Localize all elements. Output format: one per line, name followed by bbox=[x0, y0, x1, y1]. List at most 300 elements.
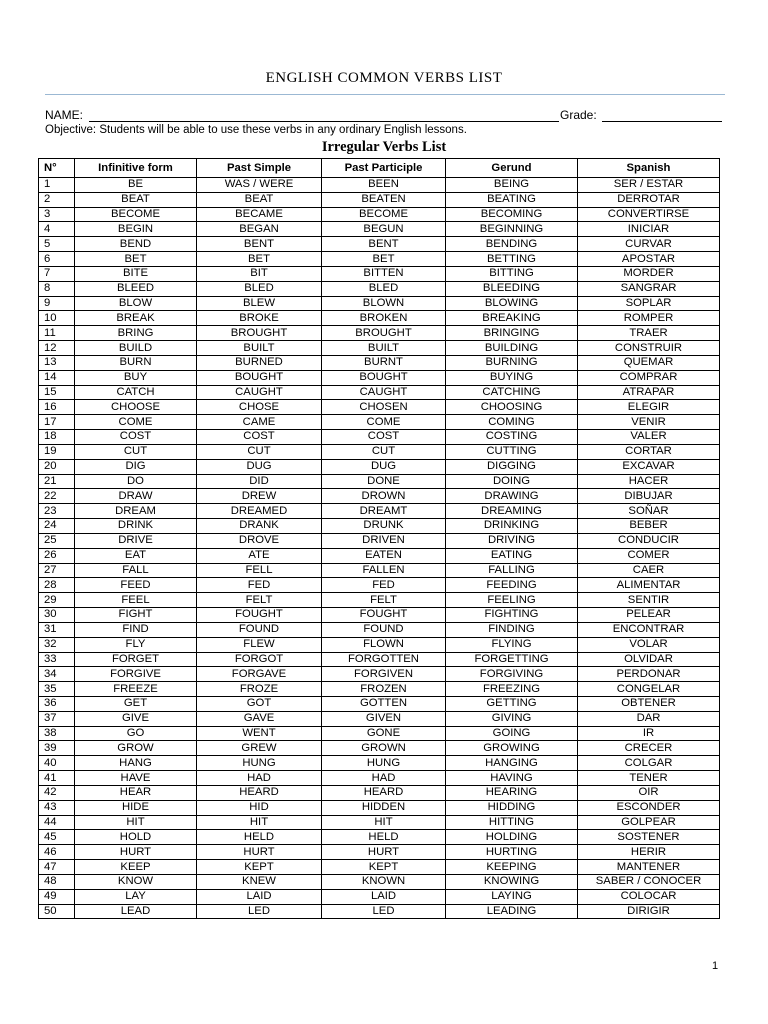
spanish-translation: BEBER bbox=[578, 519, 720, 534]
table-row bbox=[39, 533, 720, 548]
infinitive-form: HIDE bbox=[75, 800, 197, 815]
past-simple: BROKE bbox=[197, 311, 322, 326]
past-simple: GAVE bbox=[197, 711, 322, 726]
past-participle: HELD bbox=[322, 830, 446, 845]
verb-number: 47 bbox=[39, 860, 75, 875]
spanish-translation: CRECER bbox=[578, 741, 720, 756]
past-participle: GIVEN bbox=[322, 711, 446, 726]
spanish-translation: PELEAR bbox=[578, 608, 720, 623]
past-participle: BOUGHT bbox=[322, 370, 446, 385]
spanish-translation: MANTENER bbox=[578, 860, 720, 875]
past-simple: BENT bbox=[197, 237, 322, 252]
past-participle: HIT bbox=[322, 815, 446, 830]
document-title: ENGLISH COMMON VERBS LIST bbox=[265, 70, 503, 86]
table-header-row bbox=[39, 159, 720, 178]
past-participle: COST bbox=[322, 430, 446, 445]
past-participle: DREAMT bbox=[322, 504, 446, 519]
past-participle: HUNG bbox=[322, 756, 446, 771]
spanish-translation: SANGRAR bbox=[578, 281, 720, 296]
gerund: DOING bbox=[446, 474, 578, 489]
gerund: BEATING bbox=[446, 192, 578, 207]
verb-number: 29 bbox=[39, 593, 75, 608]
infinitive-form: BURN bbox=[75, 355, 197, 370]
spanish-translation: MORDER bbox=[578, 266, 720, 281]
gerund: FLYING bbox=[446, 637, 578, 652]
gerund: FREEZING bbox=[446, 682, 578, 697]
past-simple: BET bbox=[197, 252, 322, 267]
verb-number: 8 bbox=[39, 281, 75, 296]
past-participle: BECOME bbox=[322, 207, 446, 222]
irregular-verbs-table bbox=[38, 158, 720, 919]
verb-number: 43 bbox=[39, 800, 75, 815]
table-row bbox=[39, 711, 720, 726]
gerund: CHOOSING bbox=[446, 400, 578, 415]
past-simple: FLEW bbox=[197, 637, 322, 652]
past-participle: BURNT bbox=[322, 355, 446, 370]
past-participle: EATEN bbox=[322, 548, 446, 563]
infinitive-form: KNOW bbox=[75, 874, 197, 889]
gerund: BENDING bbox=[446, 237, 578, 252]
gerund: FORGETTING bbox=[446, 652, 578, 667]
past-participle: BET bbox=[322, 252, 446, 267]
infinitive-form: HEAR bbox=[75, 785, 197, 800]
verb-number: 35 bbox=[39, 682, 75, 697]
past-participle: HEARD bbox=[322, 785, 446, 800]
verb-number: 17 bbox=[39, 415, 75, 430]
past-simple: BIT bbox=[197, 266, 322, 281]
past-simple: BLED bbox=[197, 281, 322, 296]
gerund: FALLING bbox=[446, 563, 578, 578]
spanish-translation: VOLAR bbox=[578, 637, 720, 652]
spanish-translation: DIRIGIR bbox=[578, 904, 720, 919]
table-row bbox=[39, 474, 720, 489]
header-number: N° bbox=[39, 159, 75, 178]
gerund: BUYING bbox=[446, 370, 578, 385]
verb-number: 30 bbox=[39, 608, 75, 623]
table-row bbox=[39, 178, 720, 193]
spanish-translation: SER / ESTAR bbox=[578, 178, 720, 193]
past-participle: GOTTEN bbox=[322, 696, 446, 711]
gerund: FEEDING bbox=[446, 578, 578, 593]
past-simple: DID bbox=[197, 474, 322, 489]
table-row bbox=[39, 622, 720, 637]
verb-number: 12 bbox=[39, 341, 75, 356]
spanish-translation: CORTAR bbox=[578, 444, 720, 459]
infinitive-form: BUY bbox=[75, 370, 197, 385]
table-row bbox=[39, 608, 720, 623]
verb-number: 24 bbox=[39, 519, 75, 534]
verb-number: 20 bbox=[39, 459, 75, 474]
table-row bbox=[39, 696, 720, 711]
gerund: KEEPING bbox=[446, 860, 578, 875]
verb-number: 45 bbox=[39, 830, 75, 845]
past-participle: DONE bbox=[322, 474, 446, 489]
spanish-translation: HACER bbox=[578, 474, 720, 489]
past-participle: KEPT bbox=[322, 860, 446, 875]
gerund: LEADING bbox=[446, 904, 578, 919]
table-row bbox=[39, 548, 720, 563]
past-participle: GONE bbox=[322, 726, 446, 741]
table-row bbox=[39, 489, 720, 504]
past-participle: LAID bbox=[322, 889, 446, 904]
spanish-translation: SABER / CONOCER bbox=[578, 874, 720, 889]
past-simple: LED bbox=[197, 904, 322, 919]
infinitive-form: BREAK bbox=[75, 311, 197, 326]
verb-number: 11 bbox=[39, 326, 75, 341]
past-simple: GREW bbox=[197, 741, 322, 756]
infinitive-form: DIG bbox=[75, 459, 197, 474]
spanish-translation: DAR bbox=[578, 711, 720, 726]
past-simple: HIT bbox=[197, 815, 322, 830]
infinitive-form: BITE bbox=[75, 266, 197, 281]
gerund: BITTING bbox=[446, 266, 578, 281]
infinitive-form: BLOW bbox=[75, 296, 197, 311]
gerund: HITTING bbox=[446, 815, 578, 830]
spanish-translation: ALIMENTAR bbox=[578, 578, 720, 593]
verb-number: 49 bbox=[39, 889, 75, 904]
verb-number: 46 bbox=[39, 845, 75, 860]
spanish-translation: CONDUCIR bbox=[578, 533, 720, 548]
table-row bbox=[39, 341, 720, 356]
infinitive-form: CHOOSE bbox=[75, 400, 197, 415]
table-row bbox=[39, 860, 720, 875]
table-row bbox=[39, 370, 720, 385]
table-row bbox=[39, 800, 720, 815]
verb-number: 6 bbox=[39, 252, 75, 267]
infinitive-form: HIT bbox=[75, 815, 197, 830]
table-row bbox=[39, 815, 720, 830]
table-row bbox=[39, 682, 720, 697]
table-row bbox=[39, 207, 720, 222]
table-row bbox=[39, 593, 720, 608]
past-participle: GROWN bbox=[322, 741, 446, 756]
table-row bbox=[39, 355, 720, 370]
past-participle: FOUGHT bbox=[322, 608, 446, 623]
verb-number: 44 bbox=[39, 815, 75, 830]
verb-number: 1 bbox=[39, 178, 75, 193]
gerund: CATCHING bbox=[446, 385, 578, 400]
gerund: COMING bbox=[446, 415, 578, 430]
objective-text: Objective: Students will be able to use these verbs in any ordinary English lessons. bbox=[45, 124, 467, 136]
table-row bbox=[39, 237, 720, 252]
past-simple: FELT bbox=[197, 593, 322, 608]
past-participle: CUT bbox=[322, 444, 446, 459]
gerund: HOLDING bbox=[446, 830, 578, 845]
past-simple: HEARD bbox=[197, 785, 322, 800]
verb-number: 7 bbox=[39, 266, 75, 281]
past-simple: DREW bbox=[197, 489, 322, 504]
table-row bbox=[39, 889, 720, 904]
past-simple: FORGAVE bbox=[197, 667, 322, 682]
past-participle: BLED bbox=[322, 281, 446, 296]
table-row bbox=[39, 726, 720, 741]
past-simple: DRANK bbox=[197, 519, 322, 534]
past-simple: BURNED bbox=[197, 355, 322, 370]
table-row bbox=[39, 845, 720, 860]
verb-number: 16 bbox=[39, 400, 75, 415]
verb-number: 22 bbox=[39, 489, 75, 504]
spanish-translation: DIBUJAR bbox=[578, 489, 720, 504]
past-simple: HUNG bbox=[197, 756, 322, 771]
spanish-translation: ELEGIR bbox=[578, 400, 720, 415]
past-simple: FELL bbox=[197, 563, 322, 578]
verb-number: 21 bbox=[39, 474, 75, 489]
verb-number: 25 bbox=[39, 533, 75, 548]
past-simple: CAUGHT bbox=[197, 385, 322, 400]
table-row bbox=[39, 385, 720, 400]
past-simple: KNEW bbox=[197, 874, 322, 889]
verb-number: 32 bbox=[39, 637, 75, 652]
past-simple: FOUGHT bbox=[197, 608, 322, 623]
table-row bbox=[39, 311, 720, 326]
infinitive-form: BEAT bbox=[75, 192, 197, 207]
past-participle: FOUND bbox=[322, 622, 446, 637]
infinitive-form: COST bbox=[75, 430, 197, 445]
infinitive-form: BE bbox=[75, 178, 197, 193]
infinitive-form: DRAW bbox=[75, 489, 197, 504]
verb-number: 33 bbox=[39, 652, 75, 667]
infinitive-form: FREEZE bbox=[75, 682, 197, 697]
table-row bbox=[39, 785, 720, 800]
past-participle: HIDDEN bbox=[322, 800, 446, 815]
past-participle: BLOWN bbox=[322, 296, 446, 311]
spanish-translation: PERDONAR bbox=[578, 667, 720, 682]
verb-number: 4 bbox=[39, 222, 75, 237]
infinitive-form: BRING bbox=[75, 326, 197, 341]
past-participle: BENT bbox=[322, 237, 446, 252]
gerund: BEGINNING bbox=[446, 222, 578, 237]
table-row bbox=[39, 459, 720, 474]
spanish-translation: TENER bbox=[578, 771, 720, 786]
verb-number: 34 bbox=[39, 667, 75, 682]
past-participle: LED bbox=[322, 904, 446, 919]
table-row bbox=[39, 400, 720, 415]
infinitive-form: FIGHT bbox=[75, 608, 197, 623]
infinitive-form: DRINK bbox=[75, 519, 197, 534]
spanish-translation: CONSTRUIR bbox=[578, 341, 720, 356]
gerund: HEARING bbox=[446, 785, 578, 800]
header-spanish: Spanish bbox=[578, 159, 720, 178]
past-simple: HURT bbox=[197, 845, 322, 860]
title-divider bbox=[45, 94, 725, 95]
past-simple: DROVE bbox=[197, 533, 322, 548]
past-participle: FORGOTTEN bbox=[322, 652, 446, 667]
verb-number: 13 bbox=[39, 355, 75, 370]
spanish-translation: CAER bbox=[578, 563, 720, 578]
table-row bbox=[39, 192, 720, 207]
past-simple: COST bbox=[197, 430, 322, 445]
table-row bbox=[39, 519, 720, 534]
grade-field-line[interactable] bbox=[602, 121, 722, 122]
infinitive-form: HAVE bbox=[75, 771, 197, 786]
page-number: 1 bbox=[712, 960, 719, 972]
past-simple: FOUND bbox=[197, 622, 322, 637]
infinitive-form: CATCH bbox=[75, 385, 197, 400]
table-row bbox=[39, 667, 720, 682]
infinitive-form: FEED bbox=[75, 578, 197, 593]
past-simple: ATE bbox=[197, 548, 322, 563]
past-simple: DUG bbox=[197, 459, 322, 474]
gerund: DRAWING bbox=[446, 489, 578, 504]
verb-number: 36 bbox=[39, 696, 75, 711]
spanish-translation: HERIR bbox=[578, 845, 720, 860]
infinitive-form: HOLD bbox=[75, 830, 197, 845]
past-simple: BROUGHT bbox=[197, 326, 322, 341]
verb-number: 18 bbox=[39, 430, 75, 445]
verb-number: 50 bbox=[39, 904, 75, 919]
infinitive-form: DRIVE bbox=[75, 533, 197, 548]
header-infinitive: Infinitive form bbox=[75, 159, 197, 178]
past-participle: CAUGHT bbox=[322, 385, 446, 400]
table-row bbox=[39, 326, 720, 341]
past-participle: FED bbox=[322, 578, 446, 593]
past-participle: CHOSEN bbox=[322, 400, 446, 415]
past-simple: WENT bbox=[197, 726, 322, 741]
table-row bbox=[39, 756, 720, 771]
verb-number: 23 bbox=[39, 504, 75, 519]
spanish-translation: VALER bbox=[578, 430, 720, 445]
table-row bbox=[39, 830, 720, 845]
spanish-translation: SOPLAR bbox=[578, 296, 720, 311]
past-simple: BECAME bbox=[197, 207, 322, 222]
gerund: FORGIVING bbox=[446, 667, 578, 682]
verb-number: 5 bbox=[39, 237, 75, 252]
infinitive-form: BEGIN bbox=[75, 222, 197, 237]
gerund: GOING bbox=[446, 726, 578, 741]
past-simple: CHOSE bbox=[197, 400, 322, 415]
spanish-translation: ROMPER bbox=[578, 311, 720, 326]
past-participle: DRUNK bbox=[322, 519, 446, 534]
gerund: BURNING bbox=[446, 355, 578, 370]
gerund: FINDING bbox=[446, 622, 578, 637]
gerund: CUTTING bbox=[446, 444, 578, 459]
infinitive-form: LAY bbox=[75, 889, 197, 904]
past-participle: FELT bbox=[322, 593, 446, 608]
spanish-translation: GOLPEAR bbox=[578, 815, 720, 830]
past-simple: FED bbox=[197, 578, 322, 593]
past-simple: LAID bbox=[197, 889, 322, 904]
infinitive-form: FIND bbox=[75, 622, 197, 637]
header-past-participle: Past Participle bbox=[322, 159, 446, 178]
table-row bbox=[39, 771, 720, 786]
spanish-translation: IR bbox=[578, 726, 720, 741]
gerund: FIGHTING bbox=[446, 608, 578, 623]
gerund: DREAMING bbox=[446, 504, 578, 519]
past-participle: FORGIVEN bbox=[322, 667, 446, 682]
infinitive-form: DO bbox=[75, 474, 197, 489]
gerund: LAYING bbox=[446, 889, 578, 904]
gerund: HANGING bbox=[446, 756, 578, 771]
past-participle: HURT bbox=[322, 845, 446, 860]
gerund: BLEEDING bbox=[446, 281, 578, 296]
gerund: BEING bbox=[446, 178, 578, 193]
gerund: DRINKING bbox=[446, 519, 578, 534]
infinitive-form: FORGIVE bbox=[75, 667, 197, 682]
spanish-translation: COMER bbox=[578, 548, 720, 563]
gerund: BLOWING bbox=[446, 296, 578, 311]
table-row bbox=[39, 415, 720, 430]
past-participle: DUG bbox=[322, 459, 446, 474]
gerund: FEELING bbox=[446, 593, 578, 608]
name-label: NAME: bbox=[45, 108, 84, 122]
past-participle: KNOWN bbox=[322, 874, 446, 889]
verb-number: 38 bbox=[39, 726, 75, 741]
infinitive-form: FLY bbox=[75, 637, 197, 652]
spanish-translation: EXCAVAR bbox=[578, 459, 720, 474]
past-participle: FROZEN bbox=[322, 682, 446, 697]
past-simple: BUILT bbox=[197, 341, 322, 356]
verb-number: 37 bbox=[39, 711, 75, 726]
spanish-translation: APOSTAR bbox=[578, 252, 720, 267]
table-row bbox=[39, 637, 720, 652]
grade-label: Grade: bbox=[560, 108, 597, 122]
spanish-translation: CONGELAR bbox=[578, 682, 720, 697]
gerund: BUILDING bbox=[446, 341, 578, 356]
gerund: BRINGING bbox=[446, 326, 578, 341]
verb-number: 27 bbox=[39, 563, 75, 578]
table-row bbox=[39, 504, 720, 519]
infinitive-form: DREAM bbox=[75, 504, 197, 519]
table-row bbox=[39, 444, 720, 459]
spanish-translation: CONVERTIRSE bbox=[578, 207, 720, 222]
verb-number: 3 bbox=[39, 207, 75, 222]
infinitive-form: EAT bbox=[75, 548, 197, 563]
spanish-translation: ATRAPAR bbox=[578, 385, 720, 400]
infinitive-form: KEEP bbox=[75, 860, 197, 875]
spanish-translation: SOSTENER bbox=[578, 830, 720, 845]
verb-number: 19 bbox=[39, 444, 75, 459]
infinitive-form: HANG bbox=[75, 756, 197, 771]
table-row bbox=[39, 296, 720, 311]
verb-number: 26 bbox=[39, 548, 75, 563]
past-participle: BUILT bbox=[322, 341, 446, 356]
past-simple: FORGOT bbox=[197, 652, 322, 667]
gerund: DIGGING bbox=[446, 459, 578, 474]
infinitive-form: FALL bbox=[75, 563, 197, 578]
table-row bbox=[39, 430, 720, 445]
infinitive-form: FORGET bbox=[75, 652, 197, 667]
name-field-line[interactable] bbox=[89, 121, 559, 122]
past-participle: COME bbox=[322, 415, 446, 430]
past-simple: GOT bbox=[197, 696, 322, 711]
verb-number: 15 bbox=[39, 385, 75, 400]
spanish-translation: COLOCAR bbox=[578, 889, 720, 904]
past-simple: BEGAN bbox=[197, 222, 322, 237]
past-participle: BEATEN bbox=[322, 192, 446, 207]
past-participle: FLOWN bbox=[322, 637, 446, 652]
infinitive-form: BEND bbox=[75, 237, 197, 252]
header-gerund: Gerund bbox=[446, 159, 578, 178]
spanish-translation: TRAER bbox=[578, 326, 720, 341]
spanish-translation: VENIR bbox=[578, 415, 720, 430]
spanish-translation: ENCONTRAR bbox=[578, 622, 720, 637]
infinitive-form: FEEL bbox=[75, 593, 197, 608]
infinitive-form: GO bbox=[75, 726, 197, 741]
past-simple: BEAT bbox=[197, 192, 322, 207]
past-participle: BROUGHT bbox=[322, 326, 446, 341]
spanish-translation: SENTIR bbox=[578, 593, 720, 608]
verb-number: 48 bbox=[39, 874, 75, 889]
verb-number: 39 bbox=[39, 741, 75, 756]
table-row bbox=[39, 652, 720, 667]
infinitive-form: BET bbox=[75, 252, 197, 267]
past-simple: KEPT bbox=[197, 860, 322, 875]
verb-number: 28 bbox=[39, 578, 75, 593]
table-row bbox=[39, 281, 720, 296]
spanish-translation: INICIAR bbox=[578, 222, 720, 237]
verb-number: 9 bbox=[39, 296, 75, 311]
gerund: GIVING bbox=[446, 711, 578, 726]
